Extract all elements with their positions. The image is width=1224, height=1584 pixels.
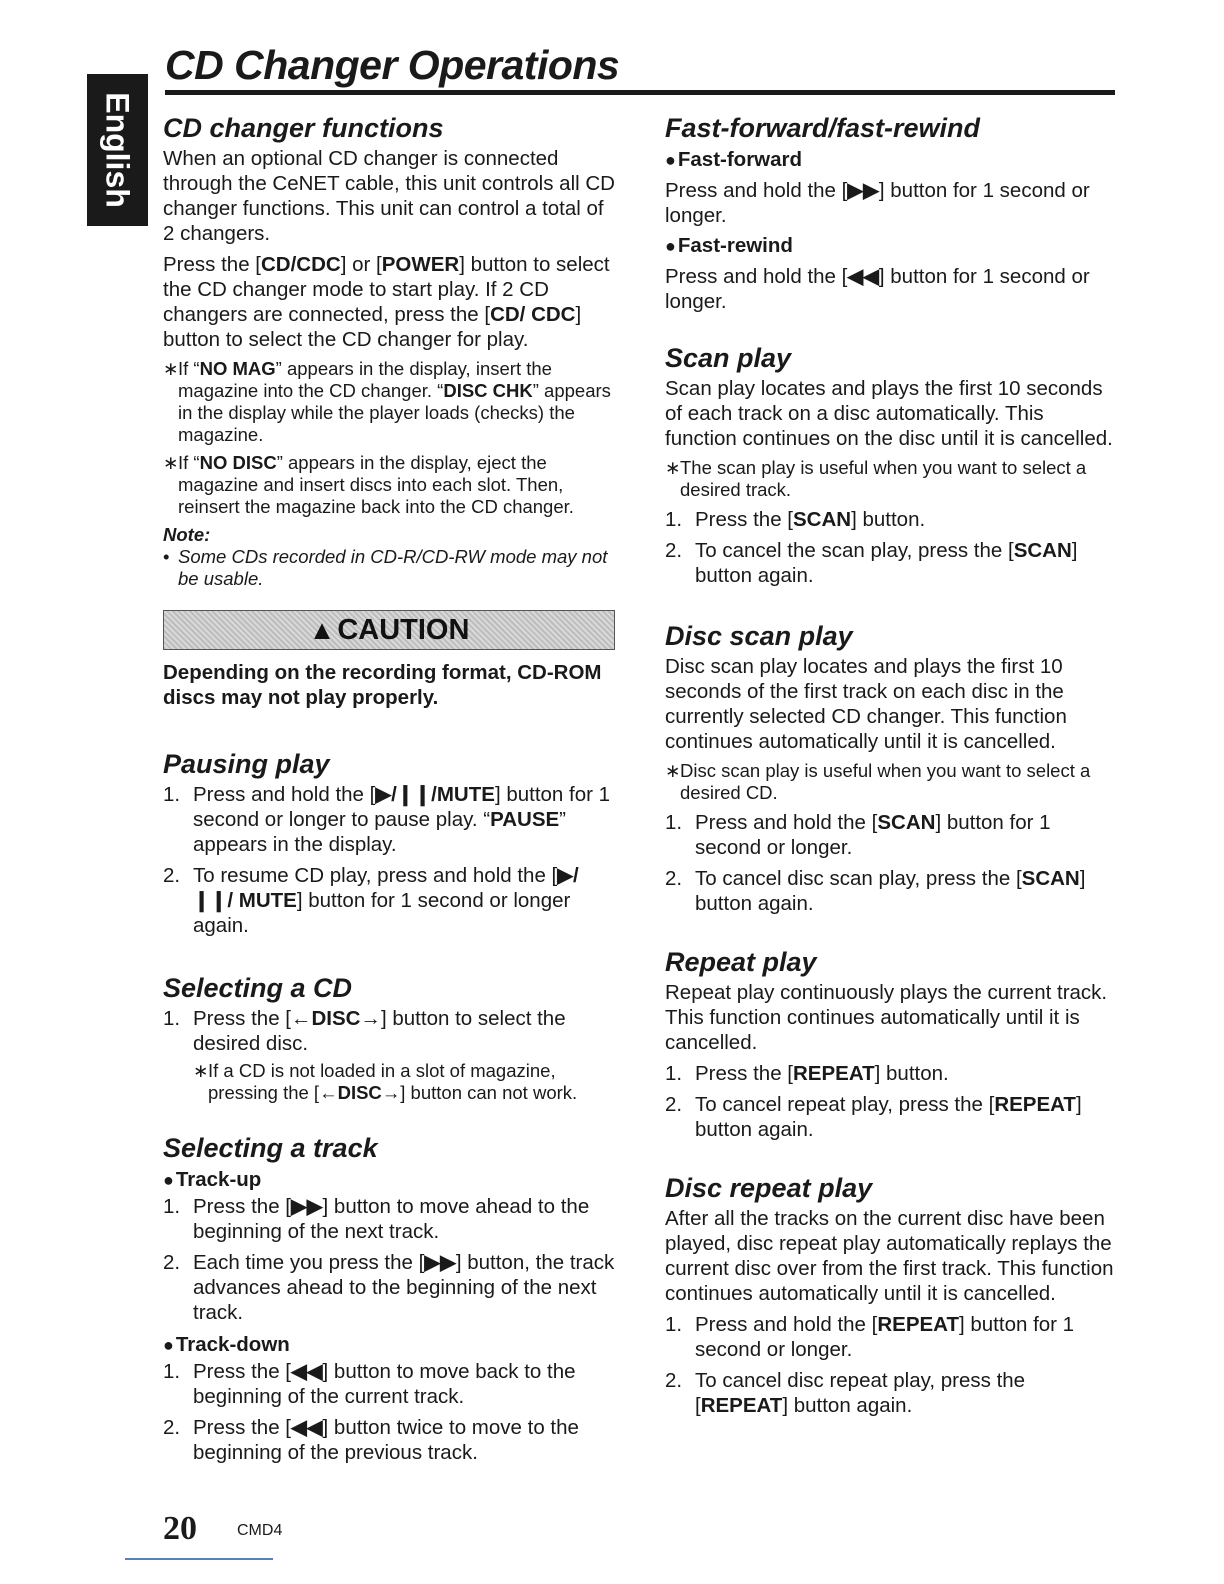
section-selecting-track [163,1130,615,1465]
section-selecting-cd [163,970,615,1104]
step-list [665,810,1117,916]
section-fast-forward [665,110,1117,314]
list-item: 1. Press the [SCAN] button. [665,508,926,531]
section-heading: Disc repeat play [665,1173,873,1203]
step-list [163,1006,615,1104]
list-item: 1. Press and hold the [REPEAT] button for 1 second or longer. [665,1313,1075,1361]
footer-rule [125,1558,273,1560]
asterisk-note: ∗ If “NO DISC” appears in the display, eject the magazine and insert discs into each slot. Then, reinsert the magazine back into the CD changer. [163,452,574,517]
paragraph: Scan play locates and plays the first 10 seconds of each track on a disc automatically. This function continues on the disc until it is cancelled. [665,377,1113,450]
section-repeat-play [665,944,1117,1142]
paragraph: Press and hold the [◀◀] button for 1 second or longer. [665,265,1090,313]
list-item: 2. To cancel disc scan play, press the [SCAN] button again. [665,867,1086,915]
list-item: 2. Press the [◀◀] button twice to move to the beginning of the previous track. [163,1416,579,1464]
subheading: ●Track-down [163,1333,290,1356]
section-heading: Pausing play [163,749,330,779]
note-item: • Some CDs recorded in CD-R/CD-RW mode may not be usable. [163,546,608,589]
section-cd-changer-functions [163,110,615,590]
asterisk-note: ∗ Disc scan play is useful when you want to select a desired CD. [665,760,1091,803]
section-heading: CD changer functions [163,113,444,143]
list-item: 2. Each time you press the [▶▶] button, the track advances ahead to the beginning of the next track. [163,1251,615,1324]
list-item: 2. To cancel the scan play, press the [SCAN] button again. [665,539,1078,587]
list-item: 1. Press the [▶▶] button to move ahead to the beginning of the next track. [163,1195,590,1243]
title-rule [165,90,1115,95]
asterisk-note: ∗ If a CD is not loaded in a slot of magazine, pressing the [←DISC→] button can not work. [193,1060,578,1103]
caution-banner [163,610,615,650]
section-heading: Selecting a track [163,1133,378,1163]
paragraph: Disc scan play locates and plays the first 10 seconds of the first track on each disc in the currently selected CD changer. This function continues automatically until it is cancelled. [665,655,1067,753]
list-item: 2. To resume CD play, press and hold the [▶/❙❙/ MUTE] button for 1 second or longer again. [163,864,579,937]
language-tab-label: English [99,92,136,208]
left-column [163,110,615,1471]
subheading: ●Fast-rewind [665,234,793,257]
list-item: 1. Press the [◀◀] button to move back to the beginning of the current track. [163,1360,576,1408]
list-item: 2. To cancel disc repeat play, press the [REPEAT] button again. [665,1369,1026,1417]
section-disc-repeat-play [665,1170,1117,1418]
list-item: 1. Press the [REPEAT] button. [665,1062,949,1085]
subheading: ●Fast-forward [665,148,803,171]
section-heading: Scan play [665,343,792,373]
list-item: 1. Press the [←DISC→] button to select the desired disc. ∗ If a CD is not loaded in a slot of magazine, pressing the [←DISC→] button can not work. [163,1006,615,1104]
right-column [665,110,1117,1424]
step-list [665,1061,1117,1142]
model-name: CMD4 [237,1522,283,1539]
section-disc-scan-play [665,618,1117,916]
paragraph: Press and hold the [▶▶] button for 1 second or longer. [665,179,1090,227]
caution-label: CAUTION [337,613,470,646]
warning-icon: ▲ [308,614,336,645]
paragraph: When an optional CD changer is connected through the CeNET cable, this unit controls all CD changer functions. This unit can control a total of 2 changers. [163,147,615,245]
section-heading: Repeat play [665,947,817,977]
section-pausing-play [163,746,615,938]
section-scan-play [665,340,1117,588]
section-heading: Fast-forward/fast-rewind [665,113,981,143]
list-item: 1. Press and hold the [▶/❙❙/MUTE] button for 1 second or longer to pause play. “PAUSE” appears in the display. [163,783,611,856]
step-list [163,1194,615,1325]
paragraph: After all the tracks on the current disc have been played, disc repeat play automatically replays the current disc over from the first track. This function continues automatically until it is cancelled. [665,1207,1114,1305]
step-list [163,1359,615,1465]
step-list [665,507,1117,588]
language-tab [87,74,148,226]
note-label: Note: [163,524,211,545]
section-heading: Selecting a CD [163,973,353,1003]
paragraph: Repeat play continuously plays the current track. This function continues automatically until it is cancelled. [665,981,1108,1054]
caution-box [163,610,615,710]
step-list [163,782,615,938]
subheading: ●Track-up [163,1168,262,1191]
list-item: 1. Press and hold the [SCAN] button for 1 second or longer. [665,811,1051,859]
caution-text: Depending on the recording format, CD-ROM discs may not play properly. [163,661,602,709]
page-number: 20 [163,1510,197,1547]
page-title: CD Changer Operations [165,42,620,88]
step-list [665,1312,1117,1418]
list-item: 2. To cancel repeat play, press the [REPEAT] button again. [665,1093,1082,1141]
paragraph: Press the [CD/CDC] or [POWER] button to select the CD changer mode to start play. If 2 CD changers are connected, press the [CD/ CDC] button to select the CD changer for play. [163,253,610,351]
asterisk-note: ∗ If “NO MAG” appears in the display, insert the magazine into the CD changer. “DISC CHK” appears in the display while the player loads (checks) the magazine. [163,358,611,445]
section-heading: Disc scan play [665,621,853,651]
asterisk-note: ∗ The scan play is useful when you want to select a desired track. [665,457,1087,500]
